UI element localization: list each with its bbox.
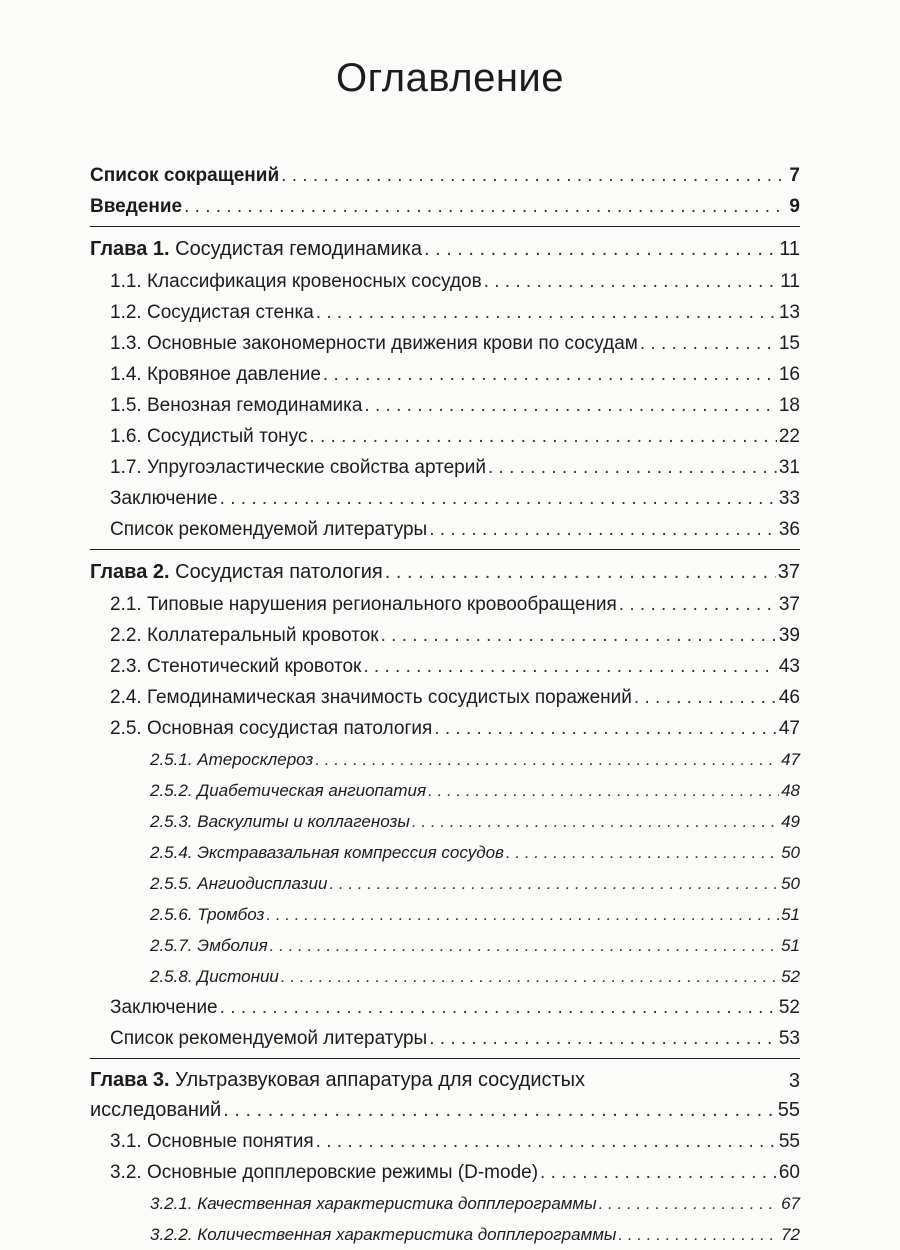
toc-entry[interactable] [90,713,800,744]
dot-leader [270,930,779,961]
toc-subentry[interactable] [90,744,800,775]
dot-leader [309,421,776,452]
toc-entry-label: Введение [90,196,183,217]
dot-leader [506,837,779,868]
dot-leader [634,682,777,713]
toc-entry-label: 1.2. Сосудистая стенка [110,302,314,323]
chapter-title: Ультразвуковая аппаратура для сосудистых [169,1069,586,1091]
toc-entry-label: 2.5.8. Дистонии [150,967,279,986]
toc-entry-page: 53 [778,1028,800,1049]
toc-entry-page: 72 [781,1225,800,1244]
toc-entry[interactable] [90,328,800,359]
toc-entry[interactable] [90,452,800,483]
toc-entry-page: 37 [778,594,800,615]
chapter-divider [90,226,800,227]
toc-chapter-2[interactable] [90,556,800,589]
toc-entry-label: 2.5.7. Эмболия [150,936,268,955]
toc-entry-page: 9 [789,196,800,217]
dot-leader [266,899,779,930]
toc-entry-page: 51 [781,905,800,924]
chapter-divider [90,1058,800,1059]
toc-entry-page: 50 [781,874,800,893]
toc-subentry[interactable] [90,868,800,899]
dot-leader [434,713,777,744]
dot-leader [323,359,777,390]
dot-leader [429,514,777,545]
chapter-prefix: Глава 2. [90,561,170,583]
toc-entry-page: 18 [778,395,800,416]
toc-entry-page: 37 [777,561,800,583]
dot-leader [223,1095,776,1125]
toc-entry-page: 47 [778,718,800,739]
chapter-title: Сосудистая гемодинамика [169,238,422,260]
toc-entry-page: 11 [779,238,800,260]
toc-subentry[interactable] [90,837,800,868]
chapter-prefix: Глава 3. [90,1069,170,1091]
dot-leader [619,589,777,620]
toc-entry-page: 7 [789,165,800,186]
toc-entry-label: 1.3. Основные закономерности движения крови по сосудам [110,333,638,354]
toc-entry[interactable] [90,390,800,421]
toc-entry[interactable] [90,266,800,297]
toc-entry-page: 60 [778,1162,800,1183]
toc-entry-page: 67 [781,1194,800,1213]
dot-leader [412,806,779,837]
toc-entry-label: 2.5.4. Экстравазальная компрессия сосудов [150,843,504,862]
toc-entry-page: 36 [778,519,800,540]
toc-entry-label: 2.5.3. Васкулиты и коллагенозы [150,812,410,831]
dot-leader [184,191,787,222]
toc-entry-page: 33 [778,488,800,509]
chapter-prefix: Глава 1. [90,238,170,260]
toc-entry-label: 2.1. Типовые нарушения регионального кровообращения [110,594,617,615]
toc-entry-page: 55 [777,1099,800,1121]
toc-entry-page: 47 [781,750,800,769]
table-of-contents [90,160,800,1250]
toc-entry-label: 2.5.6. Тромбоз [150,905,265,924]
toc-entry-label: 1.7. Упругоэластические свойства артерий [110,457,486,478]
toc-chapter-label [90,233,422,266]
toc-entry-label: 2.2. Коллатеральный кровоток [110,625,379,646]
dot-leader [385,556,776,589]
toc-entry-page: 49 [781,812,800,831]
dot-leader [640,328,777,359]
toc-entry[interactable] [90,992,800,1023]
dot-leader [329,868,779,899]
toc-entry-page: 48 [781,781,800,800]
toc-entry[interactable] [90,483,800,514]
toc-entry-page: 50 [781,843,800,862]
toc-entry-label: 2.5.5. Ангиодисплазии [150,874,328,893]
toc-entry-page: 43 [778,656,800,677]
dot-leader [315,744,779,775]
dot-leader [363,651,777,682]
chapter-title: Сосудистая патология [169,561,383,583]
dot-leader [429,1023,777,1054]
toc-chapter-3[interactable] [90,1065,800,1126]
dot-leader [428,775,779,806]
dot-leader [484,266,779,297]
toc-entry-page: 13 [778,302,800,323]
toc-entry-label: Заключение [110,488,218,509]
dot-leader [381,620,777,651]
toc-entry-page: 16 [778,364,800,385]
toc-entry-label: 3.2.2. Количественная характеристика допплерограммы [150,1225,617,1244]
dot-leader [220,483,777,514]
toc-entry[interactable] [90,620,800,651]
toc-entry-page: 51 [781,936,800,955]
toc-subentry[interactable] [90,1219,800,1250]
toc-entry-label: 3.2. Основные допплеровские режимы (D-mode) [110,1162,539,1183]
toc-entry-label: 2.5. Основная сосудистая патология [110,718,433,739]
dot-leader [281,160,787,191]
toc-chapter-label [90,556,383,589]
toc-entry-introduction[interactable] [90,191,800,222]
toc-entry-page: 55 [778,1131,800,1152]
dot-leader [364,390,776,421]
toc-entry-page: 11 [780,271,800,292]
toc-entry-label: 3.2.1. Качественная характеристика допплерограммы [150,1194,597,1213]
toc-entry-label: Заключение [110,997,218,1018]
toc-subentry[interactable] [90,775,800,806]
toc-entry-label: 2.5.1. Атеросклероз [150,750,314,769]
dot-leader [316,297,777,328]
toc-entry-label: 1.5. Венозная гемодинамика [110,395,363,416]
toc-entry[interactable] [90,1126,800,1157]
toc-entry[interactable] [90,651,800,682]
dot-leader [424,233,777,266]
toc-entry-label: 1.1. Классификация кровеносных сосудов [110,271,482,292]
dot-leader [599,1188,779,1219]
toc-entry[interactable] [90,421,800,452]
toc-entry-page: 52 [778,997,800,1018]
chapter-title-line-1 [90,1065,800,1095]
dot-leader [281,961,779,992]
toc-entry-label: Список рекомендуемой литературы [110,519,428,540]
toc-entry[interactable] [90,1157,800,1188]
toc-entry-label: 1.4. Кровяное давление [110,364,321,385]
dot-leader [540,1157,777,1188]
toc-entry-label: 1.6. Сосудистый тонус [110,426,308,447]
toc-subentry[interactable] [90,1188,800,1219]
toc-entry[interactable] [90,359,800,390]
dot-leader [488,452,777,483]
toc-entry-abbreviations[interactable] [90,160,800,191]
chapter-divider [90,549,800,550]
toc-subentry[interactable] [90,899,800,930]
page-number: 3 [788,1070,800,1092]
toc-entry-label: 2.4. Гемодинамическая значимость сосудистых поражений [110,687,632,708]
toc-entry-label: Список рекомендуемой литературы [110,1028,428,1049]
toc-entry-label: 2.3. Стенотический кровоток [110,656,362,677]
dot-leader [618,1219,779,1250]
toc-entry-page: 15 [778,333,800,354]
toc-entry-page: 22 [778,426,800,447]
dot-leader [220,992,777,1023]
toc-subentry[interactable] [90,930,800,961]
toc-entry[interactable] [90,297,800,328]
toc-entry-page: 39 [778,625,800,646]
toc-entry[interactable] [90,514,800,545]
toc-entry[interactable] [90,682,800,713]
toc-subentry[interactable] [90,806,800,837]
dot-leader [316,1126,777,1157]
toc-entry-page: 52 [781,967,800,986]
toc-entry-label: 3.1. Основные понятия [110,1131,314,1152]
toc-entry-label: Список сокращений [90,165,280,186]
chapter-title-line-2 [90,1095,800,1126]
toc-entry[interactable] [90,1023,800,1054]
chapter-title-continued: исследований [90,1099,222,1121]
toc-entry-page: 31 [778,457,800,478]
toc-entry[interactable] [90,589,800,620]
toc-subentry[interactable] [90,961,800,992]
toc-entry-page: 46 [778,687,800,708]
toc-chapter-1[interactable] [90,233,800,266]
page-title: Оглавление [335,56,564,100]
toc-entry-label: 2.5.2. Диабетическая ангиопатия [150,781,427,800]
